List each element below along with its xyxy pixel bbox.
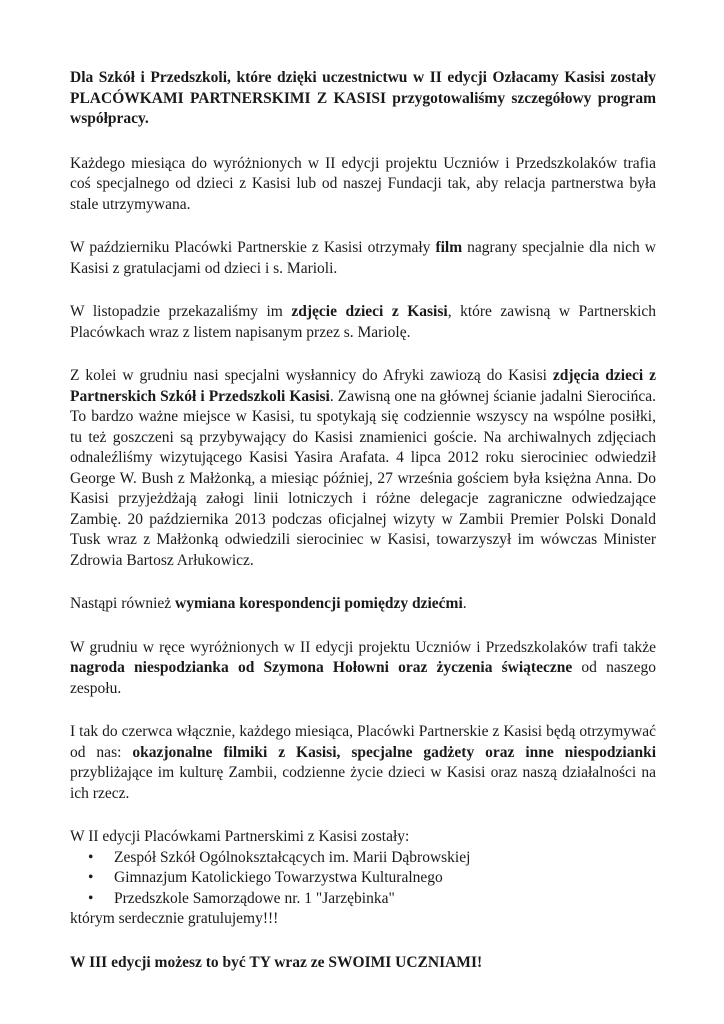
list-item [88,848,656,869]
partner-list-section [70,827,656,930]
closing-statement: W III edycji możesz to być TY wraz ze SWOIMI UCZNIAMI! [70,953,483,971]
text: W listopadzie przekazaliśmy im [70,303,292,320]
intro-paragraph: Dla Szkół i Przedszkoli, które dzięki uczestnictwu w II edycji Ozłacamy Kasisi zostały PLACÓWKAMI PARTNERSKIMI Z KASISI przygotowaliśmy szczegółowy program współpracy. [70,69,656,127]
text: W październiku Placówki Partnerskie z Kasisi otrzymały [70,239,436,256]
text: , które zawisną w Partnerskich Placówkach wraz z listem napisanym przez s. Mariolę. [70,303,657,341]
text: Z kolei w grudniu nasi specjalni wysłannicy do Afryki zawiozą do Kasisi [70,367,553,384]
text: . Zawisną one na głównej ścianie jadalni Sierocińca. To bardzo ważne miejsce w Kasisi, tu spotykają się codziennie wszyscy na wspólne posiłki, tu też goszczeni są przybywający do Kasisi znamienici goście. Na archiwalnych zdjęciach odnaleźliśmy wizytującego Kasisi Yasira Arafata. 4 lipca 2012 roku sierociniec odwiedził George W. Bush z Małżonką, a miesiąc później, 27 września gościem była księżna Anna. Do Kasisi przyjeżdżają załogi linii lotniczych i różne delegacje zagraniczne odwiedzające Zambię. 20 października 2013 podczas oficjalnej wizyty w Zambii Premier Polski Donald Tusk wraz z Małżonką odwiedzili sierociniec w Kasisi, towarzyszył im wówczas Minister Zdrowia Bartosz Arłukowicz. [70,387,656,569]
paragraph-correspondence [70,594,656,615]
text: nagrany specjalnie dla nich w Kasisi z gratulacjami od dzieci i s. Marioli. [70,239,656,277]
list-item-text: Gimnazjum Katolickiego Towarzystwa Kulturalnego [114,869,443,886]
paragraph-monthly: Każdego miesiąca do wyróżnionych w II edycji projektu Uczniów i Przedszkolaków trafia coś specjalnego od dzieci z Kasisi lub od naszej Fundacji tak, aby relacja partnerstwa była stale utrzymywana. [70,154,656,213]
list-item [88,868,656,889]
paragraph-december [70,366,656,571]
bullet-icon: • [88,848,94,866]
paragraph-until-june [70,722,656,804]
partner-list [70,848,656,910]
list-intro: W II edycji Placówkami Partnerskimi z Kasisi zostały: [70,828,410,845]
bold-text: film [435,239,463,256]
list-item [88,889,656,910]
bold-text: okazjonalne filmiki z Kasisi, specjalne gadżety oraz inne niespodzianki [132,743,656,761]
text: od naszego zespołu. [70,659,656,697]
paragraph-october [70,238,656,279]
bold-text: zdjęcia dzieci z Partnerskich Szkół i Przedszkoli Kasisi [70,367,656,405]
text: I tak do czerwca włącznie, każdego miesiąca, Placówki Partnerskie z Kasisi będą otrzymywać od nas: [70,723,656,761]
list-item-text: Przedszkole Samorządowe nr. 1 "Jarzębinka" [114,889,395,907]
bullet-icon: • [88,869,94,886]
text: Nastąpi również [70,595,176,612]
list-item-text: Zespół Szkół Ogólnokształcących im. Marii Dąbrowskiej [114,848,471,866]
text: W grudniu w ręce wyróżnionych w II edycji projektu Uczniów i Przedszkolaków trafi także [70,638,656,656]
bold-text: zdjęcie dzieci z Kasisi [291,303,448,320]
text: . [462,595,467,612]
bold-text: nagroda niespodzianka od Szymona Hołowni oraz życzenia świąteczne [70,659,573,676]
paragraph-surprise [70,638,656,700]
list-outro: którym serdecznie gratulujemy!!! [70,910,279,927]
text: przybliżające im kulturę Zambii, codzienne życie dzieci w Kasisi oraz naszą działalności na ich rzecz. [70,764,656,802]
bullet-icon: • [88,889,94,907]
paragraph-november [70,302,656,343]
bold-text: wymiana korespondencji pomiędzy dziećmi [175,595,463,612]
